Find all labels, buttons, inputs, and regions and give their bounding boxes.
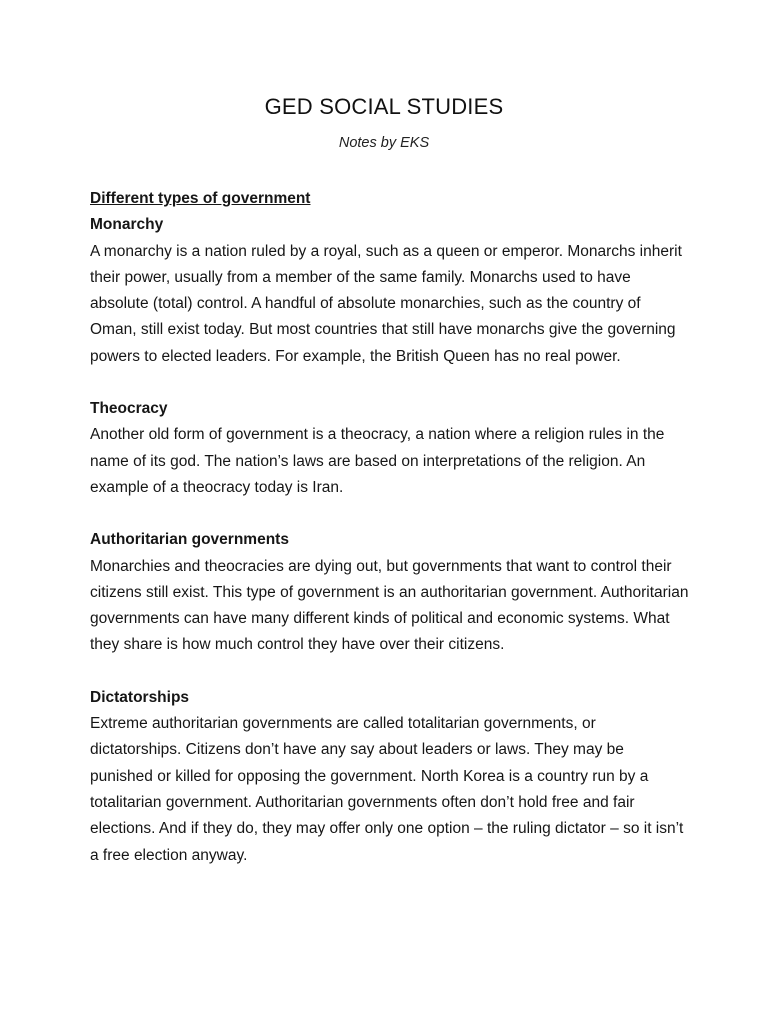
document-body <box>90 186 690 895</box>
topic-paragraph: Extreme authoritarian governments are called totalitarian governments, or dictatorships. Citizens don’t have any say about leaders or laws. They may be punished or killed for opposing the government. North Korea is a country run by a totalitarian government. Authoritarian governments often don’t hold free and fair elections. And if they do, they may offer only one option – the ruling dictator – so it isn’t a free election anyway. <box>90 715 684 864</box>
topic-monarchy <box>90 212 690 370</box>
section-heading: Different types of government <box>90 190 311 207</box>
topic-theocracy <box>90 396 690 501</box>
topic-paragraph: Monarchies and theocracies are dying out, but governments that want to control their citizens still exist. This type of government is an authoritarian government. Authoritarian governments can have many different kinds of political and economic systems. What they share is how much control they have over their citizens. <box>90 557 689 654</box>
topic-paragraph: A monarchy is a nation ruled by a royal, such as a queen or emperor. Monarchs inherit their power, usually from a member of the same family. Monarchs used to have absolute (total) control. A handful of absolute monarchies, such as the country of Oman, still exist today. But most countries that still have monarchs give the governing powers to elected leaders. For example, the British Queen has no real power. <box>90 242 682 365</box>
topic-paragraph: Another old form of government is a theocracy, a nation where a religion rules in the name of its god. The nation’s laws are based on interpretations of the religion. An example of a theocracy today is Iran. <box>90 426 665 496</box>
page-subtitle: Notes by EKS <box>338 135 430 151</box>
topic-heading: Authoritarian governments <box>90 531 289 549</box>
topic-heading: Monarchy <box>90 216 164 234</box>
topic-heading: Theocracy <box>90 400 168 418</box>
topic-authoritarian <box>90 527 690 658</box>
page-title: GED SOCIAL STUDIES <box>264 94 504 119</box>
topic-dictatorships <box>90 685 690 869</box>
topic-heading: Dictatorships <box>90 688 190 706</box>
